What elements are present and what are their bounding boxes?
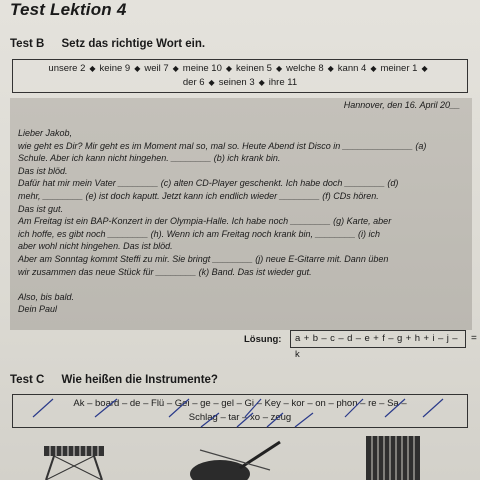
test-b-heading xyxy=(10,38,205,50)
word-bank-item: welche 8 xyxy=(286,63,324,74)
diamond-separator-icon: ◆ xyxy=(258,78,265,87)
word-bank-item: meine 10 xyxy=(182,63,222,74)
word-bank xyxy=(12,59,468,93)
word-bank-item: unsere 2 xyxy=(48,63,86,74)
strike-mark xyxy=(33,399,53,417)
strike-mark xyxy=(423,399,443,417)
letter-line: mehr, ________ (e) ist doch kaputt. Jetzt kann ich endlich wieder ________ (f) CDs hören. xyxy=(18,191,379,201)
test-b-label: Test B xyxy=(10,38,45,50)
word-bank-item: ihre 11 xyxy=(268,77,298,88)
loesung-label: Lösung: xyxy=(244,334,282,345)
strike-mark xyxy=(295,413,313,427)
pen-strike-marks xyxy=(13,395,469,429)
letter-line: Am Freitag ist ein BAP-Konzert in der Olympia-Halle. Ich habe noch ________ (g) Karte, aber xyxy=(18,216,392,227)
syllable-line-2: Schlag – tar – xo – zeug xyxy=(188,412,292,423)
word-bank-item: kann 4 xyxy=(337,63,367,74)
word-bank-line-1 xyxy=(13,62,467,76)
diamond-separator-icon: ◆ xyxy=(134,64,141,73)
letter-line: wie geht es Dir? Mir geht es im Moment mal so, mal so. Heute Abend ist Disco in ______________ (a) xyxy=(18,140,427,151)
strike-mark xyxy=(267,413,283,427)
letter-line: wir zusammen das neue Stück für ________ (k) Band. Das ist wieder gut. xyxy=(18,266,312,277)
strike-mark xyxy=(385,399,405,417)
word-bank-line-2 xyxy=(13,76,467,90)
strike-mark xyxy=(95,399,117,417)
strike-mark xyxy=(201,413,219,427)
letter-line: Lieber Jakob, xyxy=(18,128,73,138)
letter-line: ich hoffe, es gibt noch ________ (h). Wenn ich am Freitag noch krank bin, ________ (i) ich xyxy=(18,228,381,239)
diamond-separator-icon: ◆ xyxy=(172,64,179,73)
syllable-line-1: Ak – board – de – Flü – Gei – ge – gel – Gi – Key – kor – on – phon – re – Sa – xyxy=(73,398,407,409)
strike-mark xyxy=(169,399,189,417)
letter-line: Schule. Aber ich kann nicht hingehen. ________ (b) ich krank bin. xyxy=(18,153,281,164)
word-bank-item: weil 7 xyxy=(144,63,169,74)
word-bank-item: keine 9 xyxy=(99,63,131,74)
test-c-heading xyxy=(10,374,218,386)
word-bank-item: meiner 1 xyxy=(380,63,418,74)
word-bank-item: der 6 xyxy=(182,77,205,88)
diamond-separator-icon: ◆ xyxy=(370,64,377,73)
diamond-separator-icon: ◆ xyxy=(225,64,233,73)
letter-line: Also, bis bald. xyxy=(18,291,75,302)
letter-date: Hannover, den 16. April 20__ xyxy=(343,100,460,110)
test-b-instruction: Setz das richtige Wort ein. xyxy=(61,38,206,50)
syllable-box xyxy=(12,394,468,428)
diamond-separator-icon: ◆ xyxy=(275,64,283,73)
xylophone-picture xyxy=(40,440,110,480)
letter-text xyxy=(10,98,472,330)
violin-body xyxy=(190,460,250,480)
letter-line: Das ist gut. xyxy=(18,203,64,214)
word-bank-item: seinen 3 xyxy=(218,77,255,88)
diamond-separator-icon: ◆ xyxy=(327,64,334,73)
loesung-equals: = xyxy=(471,333,477,344)
letter-line: Dafür hat mir mein Vater ________ (c) alten CD-Player geschenkt. Ich habe doch ________ (d) xyxy=(18,178,399,189)
strike-mark xyxy=(345,399,363,417)
diamond-separator-icon: ◆ xyxy=(421,64,428,73)
loesung-field[interactable]: a + b – c – d – e + f – g + h + i – j – k xyxy=(290,330,466,348)
letter-line: Das ist blöd. xyxy=(18,165,68,176)
letter-line: Dein Paul xyxy=(18,304,58,315)
strike-mark xyxy=(245,399,261,417)
diamond-separator-icon: ◆ xyxy=(89,64,96,73)
accordion-body xyxy=(366,436,420,480)
violin-neck xyxy=(240,442,280,468)
violin-picture xyxy=(180,440,290,480)
letter-line: Aber am Sonntag kommt Steffi zu mir. Sie bringt ________ (j) neue E-Gitarre mit. Dann üben xyxy=(18,254,389,264)
diamond-separator-icon: ◆ xyxy=(208,78,215,87)
page-title: Test Lektion 4 xyxy=(10,0,127,19)
accordion-picture xyxy=(362,432,424,480)
letter-line: aber wohl nicht hingehen. Das ist blöd. xyxy=(18,241,173,252)
word-bank-item: keinen 5 xyxy=(236,63,272,74)
test-c-instruction: Wie heißen die Instrumente? xyxy=(61,374,218,386)
test-c-label: Test C xyxy=(10,374,45,386)
strike-mark xyxy=(237,413,253,427)
